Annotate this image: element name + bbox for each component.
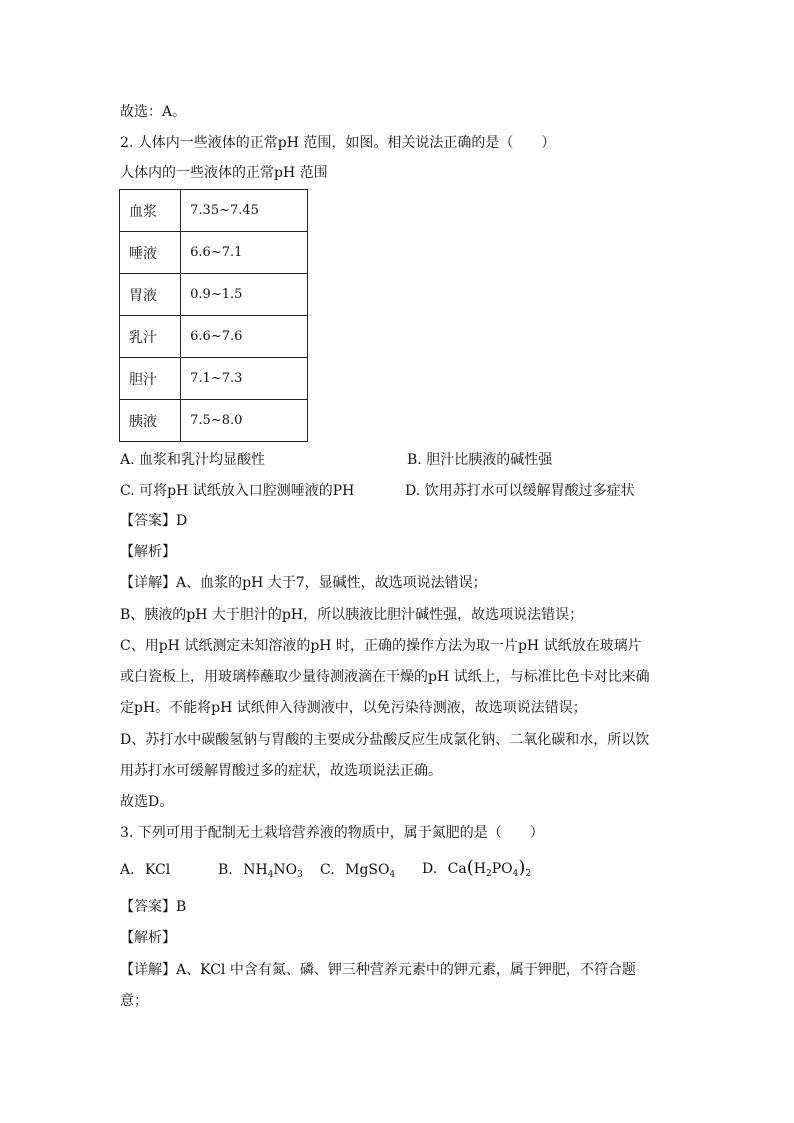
prev-answer-text: 故选：A。 [120,104,187,120]
table-row [120,358,308,400]
table-cell-fluid: 乳汁 [120,316,181,358]
table-row [120,232,308,274]
table-cell-fluid: 胃液 [120,274,181,316]
q2-conclusion: 故选D。 [120,794,174,810]
table-row [120,316,308,358]
table-caption: 人体内的一些液体的正常pH 范围 [120,165,328,181]
option-label: B. [218,862,233,878]
q3-detail-line: 【详解】A、KCl 中含有氮、磷、钾三种营养元素中的钾元素，属于钾肥，不符合题 [120,962,636,978]
table-cell-range: 6.6~7.6 [181,316,308,358]
q3-option-b [218,860,303,880]
option-label: D. [422,861,438,877]
q2-detail-line: 定pH。不能将pH 试纸伸入待测液中，以免污染待测液，故选项说法错误； [120,700,587,716]
formula-nh4no3: $NH_4NO_3$ [243,862,303,880]
table-cell-range: 7.1~7.3 [181,358,308,400]
q3-option-a [120,860,170,880]
q3-answer: 【答案】B [120,899,187,915]
formula-kcl: KCl [145,862,171,878]
table-row [120,400,308,442]
q2-detail-line: 或白瓷板上，用玻璃棒蘸取少量待测液滴在干燥的pH 试纸上，与标准比色卡对比来确 [120,669,650,685]
table-row [120,190,308,232]
q3-analysis-heading: 【解析】 [120,930,176,946]
q2-analysis-heading: 【解析】 [120,544,176,560]
table-row [120,274,308,316]
q2-answer: 【答案】D [120,513,188,529]
q2-option-d: D. 饮用苏打水可以缓解胃酸过多症状 [405,483,635,499]
q3-option-d [422,858,531,879]
table-cell-fluid: 唾液 [120,232,181,274]
q2-detail-line: 用苏打水可缓解胃酸过多的症状，故选项说法正确。 [120,763,442,779]
question-2-stem: 2. 人体内一些液体的正常pH 范围，如图。相关说法正确的是（ ） [120,135,556,151]
table-cell-fluid: 胆汁 [120,358,181,400]
option-label: A. [120,862,135,878]
formula-mgso4: MgSO$_4$ [345,862,396,880]
table-cell-range: 7.35~7.45 [181,190,308,232]
q2-detail-line: B、胰液的pH 大于胆汁的pH，所以胰液比胆汁碱性强，故选项说法错误； [120,607,584,623]
q2-option-a: A. 血浆和乳汁均显酸性 [120,452,266,468]
table-cell-fluid: 胰液 [120,400,181,442]
table-cell-range: 0.9~1.5 [181,274,308,316]
table-cell-range: 7.5~8.0 [181,400,308,442]
ph-range-table [119,189,308,442]
q3-option-c [320,860,395,880]
q3-detail-line: 意； [120,993,148,1009]
q2-option-b: B. 胆汁比胰液的碱性强 [407,452,553,468]
q2-detail-line: C、用pH 试纸测定未知溶液的pH 时，正确的操作方法为取一片pH 试纸放在玻璃片 [120,638,642,654]
q2-detail-line: 【详解】A、血浆的pH 大于7，显碱性，故选项说法错误； [120,575,487,591]
question-3-stem: 3. 下列可用于配制无土栽培营养液的物质中，属于氮肥的是（ ） [120,825,544,841]
q2-option-c: C. 可将pH 试纸放入口腔测唾液的PH [120,483,355,499]
table-cell-range: 6.6~7.1 [181,232,308,274]
q2-detail-line: D、苏打水中碳酸氢钠与胃酸的主要成分盐酸反应生成氯化钠、二氧化碳和水，所以饮 [120,732,650,748]
formula-ca-h2po4-2: $Ca(H_2PO_4)_2$ [447,857,532,879]
option-label: C. [320,862,335,878]
table-cell-fluid: 血浆 [120,190,181,232]
